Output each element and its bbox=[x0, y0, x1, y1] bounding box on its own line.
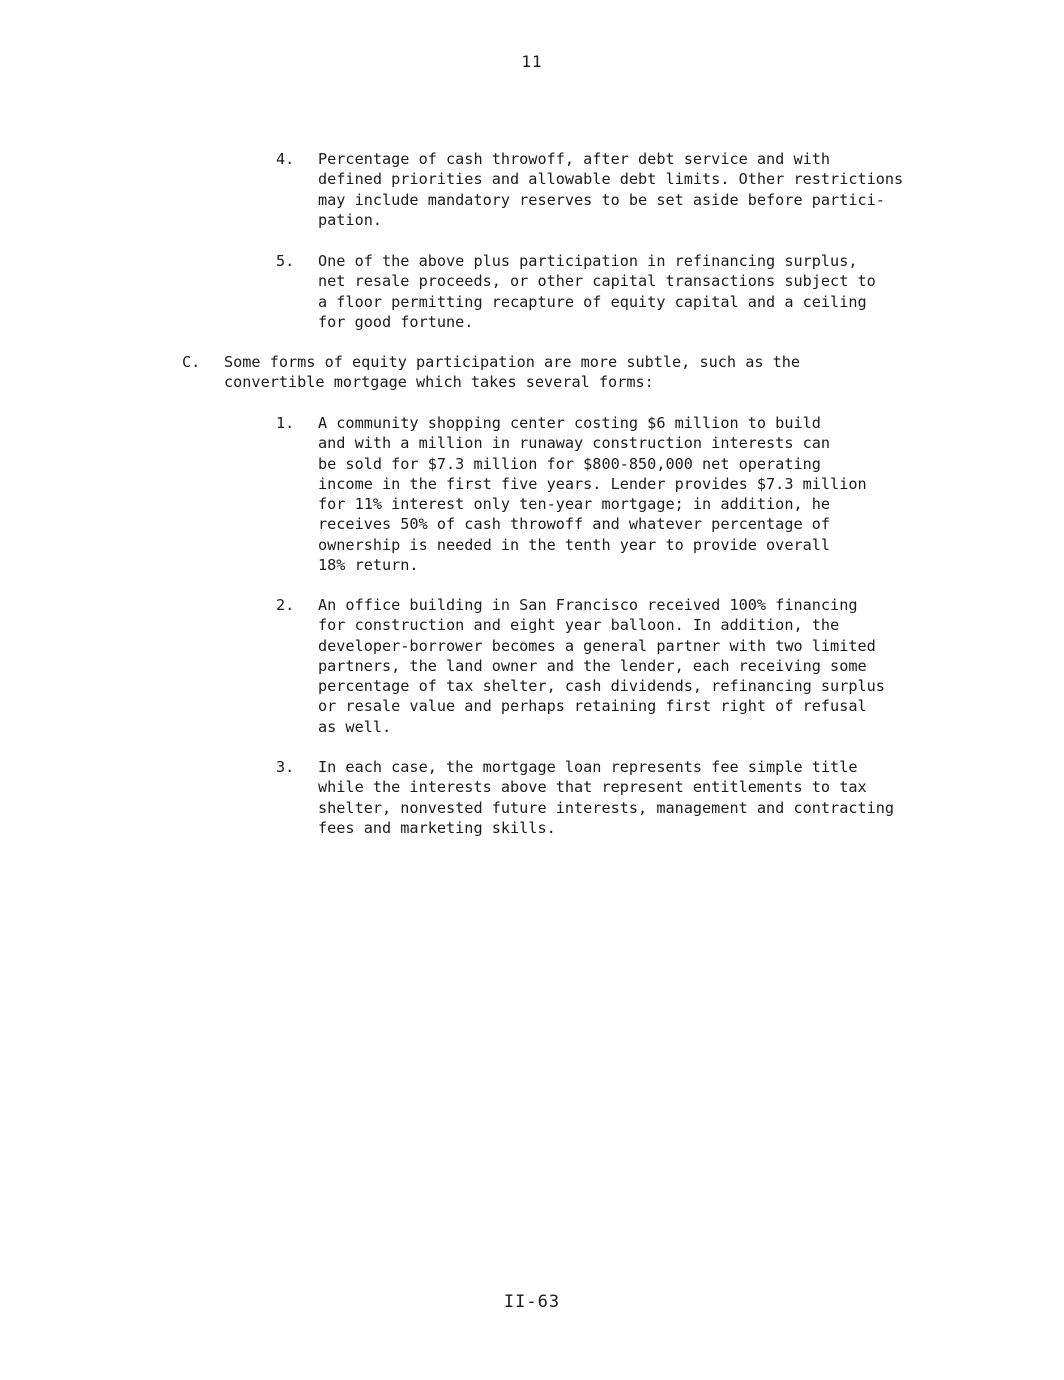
list-marker: 2. bbox=[276, 596, 295, 614]
list-marker: 1. bbox=[276, 414, 295, 432]
list-item-text: An office building in San Francisco received 100% financing for construction and eight year balloon. In addition, the developer-borrower becomes a general partner with two limited partners, the land owner and the lender, each receiving some percentage of tax shelter, cash dividends, refinancing surplus or resale value and perhaps retaining first right of refusal as well. bbox=[318, 596, 885, 736]
list-item-text: Percentage of cash throwoff, after debt service and with defined priorities and allowable debt limits. Other restrictions may include mandatory reserves to be set aside before partici- pation. bbox=[318, 150, 904, 229]
list-marker: 4. bbox=[276, 150, 295, 168]
section-c-paragraph bbox=[182, 352, 902, 394]
list-item-text: A community shopping center costing $6 million to build and with a million in runaway construction interests can be sold for $7.3 million for $800-850,000 net operating income in the first five years. Lender provides $7.3 million for 11% interest only ten-year mortgage; in addition, he receives 50% of cash throwoff and whatever percentage of ownership is needed in the tenth year to provide overall 18% return. bbox=[318, 414, 867, 575]
list-item-c3 bbox=[276, 757, 996, 839]
list-marker: 3. bbox=[276, 758, 295, 776]
list-item-4 bbox=[276, 149, 1006, 231]
footer-page-number: II-63 bbox=[503, 1292, 561, 1312]
list-item-5 bbox=[276, 251, 976, 333]
section-marker: C. bbox=[182, 353, 201, 371]
list-marker: 5. bbox=[276, 252, 295, 270]
list-item-text: In each case, the mortgage loan represents fee simple title while the interests above that represent entitlements to tax shelter, nonvested future interests, management and contracting fees and marketing skills. bbox=[318, 758, 895, 837]
section-text: Some forms of equity participation are more subtle, such as the convertible mortgage which takes several forms: bbox=[224, 353, 801, 392]
page-number: 11 bbox=[521, 52, 543, 71]
list-item-c2 bbox=[276, 595, 976, 737]
list-item-text: One of the above plus participation in refinancing surplus, net resale proceeds, or other capital transactions subject to a floor permitting recapture of equity capital and a ceiling for good fortune. bbox=[318, 252, 876, 331]
list-item-c1 bbox=[276, 413, 976, 577]
